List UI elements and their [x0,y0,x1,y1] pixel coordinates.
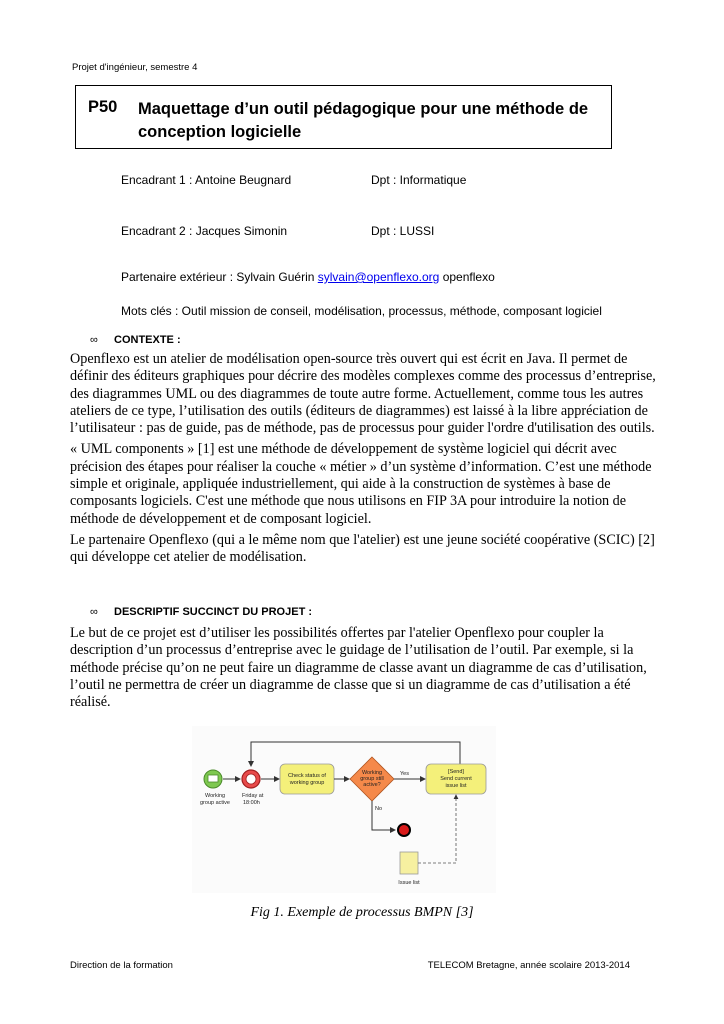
context-title: CONTEXTE : [114,334,181,346]
footer-right: TELECOM Bretagne, année scolaire 2013-2014 [427,960,630,971]
no-label: No [375,806,383,812]
gateway-label-3: active? [363,782,381,788]
department-1: Dpt : Informatique [371,173,467,187]
issue-list-data-icon [400,852,418,874]
context-paragraph-1: Openflexo est un atelier de modélisation open-source très ouvert qui est écrit en Java. Il permet de définir des éditeurs graphiques pour décrire des modèles complexes comme des processus d’entreprise, des diagrammes UML ou des diagrammes de toute autre forme. Actuellement, comme tous les autres ateliers de ce type, l’utilisation des outils (éditeurs de diagrammes) est laissé à la libre appréciation de l’utilisateur : pas de guide, pas de méthode, pas de processus pour guider l'ordre d'utilisation des outils. [70,351,656,437]
task2-label-3: issue list [445,783,467,789]
task2-label-2: Send current [440,776,472,782]
timer-label-2: 18:00h [243,800,260,806]
end-event-icon [398,824,410,836]
footer-left: Direction de la formation [70,960,173,971]
gateway-label-2: group still [360,776,384,782]
figure-caption: Fig 1. Exemple de processus BMPN [3] [250,905,474,920]
timer-label-1: Friday at [242,793,264,799]
description-title: DESCRIPTIF SUCCINCT DU PROJET : [114,606,313,618]
task-check-status [280,764,334,794]
context-paragraph-3: Le partenaire Openflexo (qui a le même nom que l'atelier) est une jeune société coopérative (SCIC) [2] qui développe cet atelier de modélisation. [70,531,655,566]
start-label-1: Working [205,793,226,799]
description-body [70,625,660,715]
yes-label: Yes [400,771,409,777]
page-header: Projet d'ingénieur, semestre 4 [72,62,198,73]
bullet-icon: ∞ [90,606,98,618]
data-label: Issue list [398,880,420,886]
partner-email-link[interactable]: sylvain@openflexo.org [317,270,440,284]
envelope-icon [208,775,218,782]
department-2: Dpt : LUSSI [371,224,435,238]
context-paragraph-2: « UML components » [1] est une méthode de développement de système logiciel qui décrit avec précision des étapes pour réaliser la couche « métier » d’un système d’information. C’est une méthode simple et originale, appliquée industriellement, qui aide à la construction de systèmes à base de composants logiciels. C'est une méthode que nous utilisons en FIP 3A pour introduire la notion de méthode de développement et de composant logiciel. [70,441,652,527]
data-association [418,795,456,863]
keywords: Mots clés : Outil mission de conseil, modélisation, processus, méthode, composant logiciel [121,304,602,318]
task1-label-1: Check status of [288,773,326,779]
bpmn-figure [192,726,496,893]
project-number: P50 [88,98,118,116]
loop-back-flow [251,742,460,766]
title-box [75,85,612,149]
gateway-label-1: Working [361,770,383,776]
supervisor-2: Encadrant 2 : Jacques Simonin [121,224,288,238]
partner-suffix: openflexo [439,270,495,284]
start-label-2: group active [200,800,230,806]
bpmn-diagram [192,726,496,893]
clock-icon [246,774,256,784]
bullet-icon: ∞ [90,334,98,346]
description-paragraph-1: Le but de ce projet est d’utiliser les possibilités offertes par l'atelier Openflexo pour coupler la description d’un processus d’entreprise avec le guidage de l’utilisation de l’outil. Par exemple, si la méthode précise qu’on ne peut faire un diagramme de classe avant un diagramme de cas d’utilisation, l’outil ne permettra de créer un diagramme de classe que si un diagramme de cas d’utilisation a été réalisé. [70,625,647,711]
description-heading [90,606,312,618]
partner-prefix: Partenaire extérieur : Sylvain Guérin [121,270,318,284]
supervisor-1: Encadrant 1 : Antoine Beugnard [121,173,292,187]
context-heading [90,334,181,346]
context-body [70,351,660,571]
task1-label-2: working group [289,780,325,786]
task2-label-1: [Send] [448,769,464,775]
project-title: Maquettage d’un outil pédagogique pour une méthode de conception logicielle [138,100,589,141]
external-partner [121,270,495,284]
